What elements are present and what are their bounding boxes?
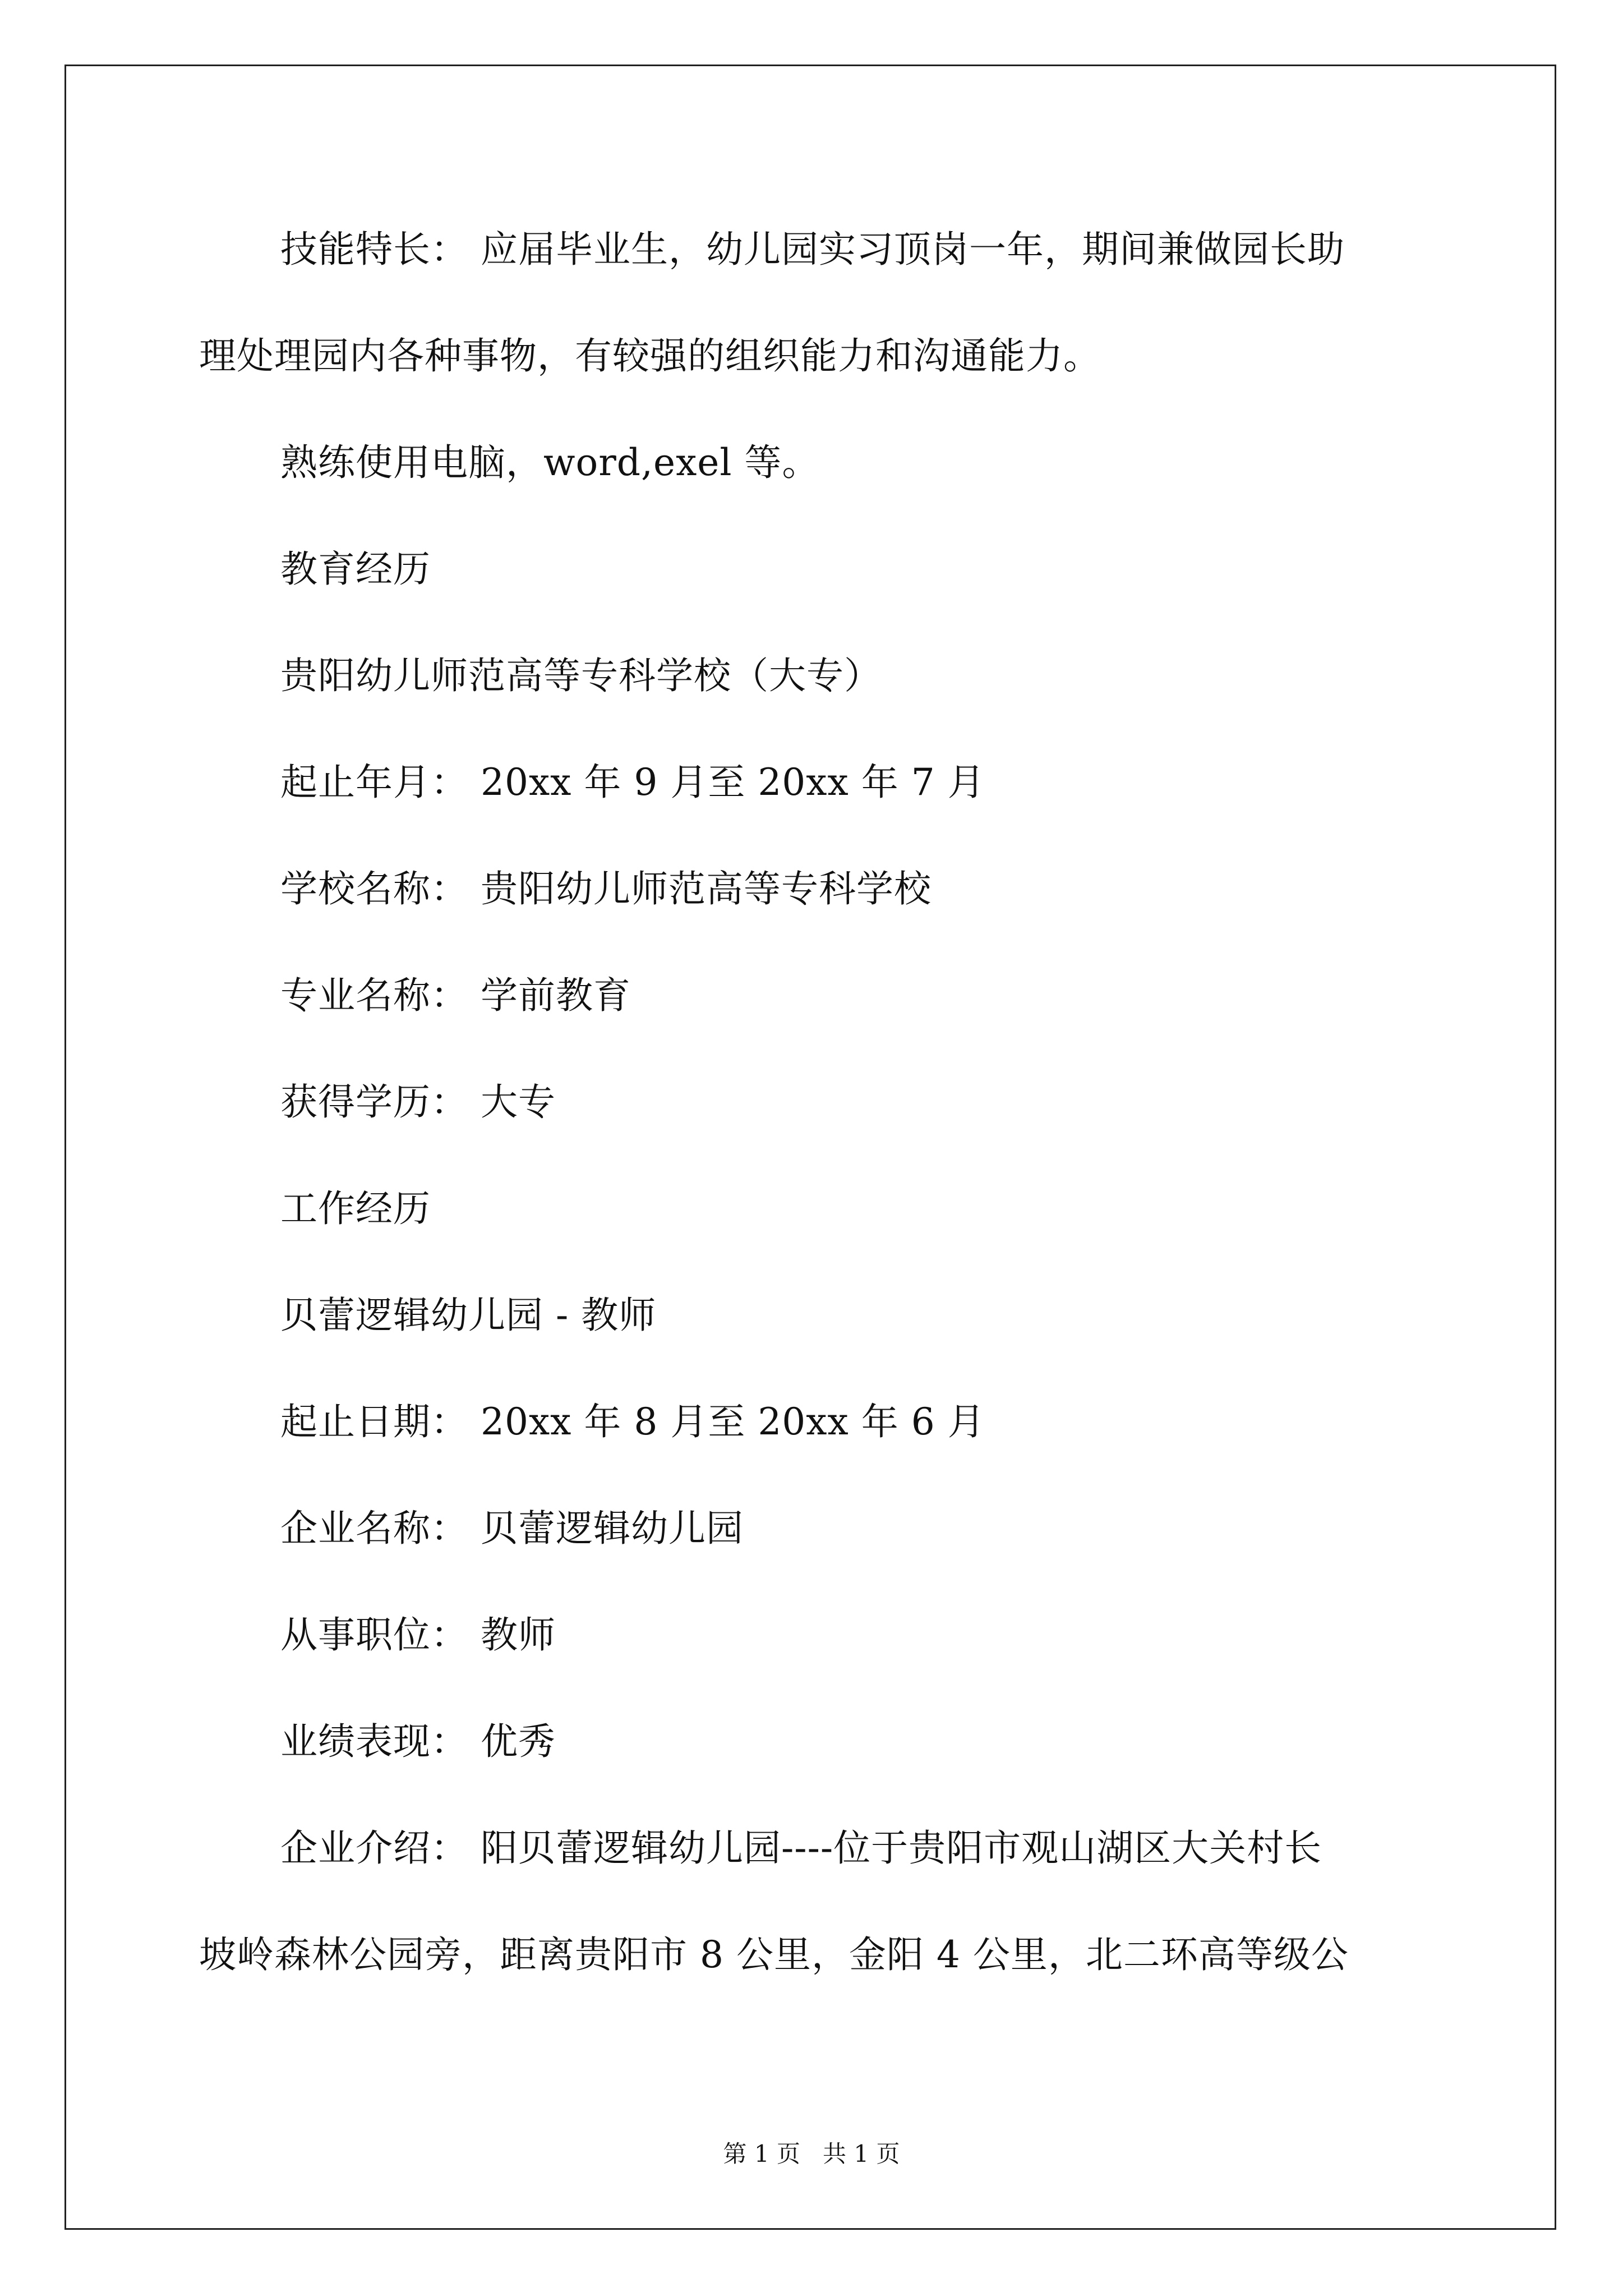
computer-skills-line: 熟练使用电脑，word,exel 等。 [280, 441, 820, 484]
company-intro-line-2: 坡岭森林公园旁，距离贵阳市 8 公里，金阳 4 公里，北二环高等级公 [199, 1933, 1349, 1976]
degree-line: 获得学历： 大专 [280, 1080, 556, 1124]
job-title-line: 贝蕾逻辑幼儿园 - 教师 [280, 1294, 657, 1337]
education-heading: 教育经历 [280, 547, 431, 591]
company-name-line: 企业名称： 贝蕾逻辑幼儿园 [280, 1507, 744, 1550]
school-name-line: 学校名称： 贵阳幼儿师范高等专科学校 [280, 867, 932, 910]
study-period-line: 起止年月： 20xx 年 9 月至 20xx 年 7 月 [280, 761, 985, 804]
page-number-footer: 第 1 页 共 1 页 [723, 2140, 900, 2168]
work-heading: 工作经历 [280, 1187, 431, 1230]
skills-line-1: 技能特长： 应届毕业生，幼儿园实习顶岗一年，期间兼做园长助 [280, 228, 1345, 271]
company-intro-line-1: 企业介绍： 阳贝蕾逻辑幼儿园----位于贵阳市观山湖区大关村长 [280, 1826, 1322, 1870]
work-period-line: 起止日期： 20xx 年 8 月至 20xx 年 6 月 [280, 1400, 985, 1443]
school-title-line: 贵阳幼儿师范高等专科学校（大专） [280, 654, 882, 697]
skills-line-2: 理处理园内各种事物，有较强的组织能力和沟通能力。 [199, 334, 1101, 378]
major-line: 专业名称： 学前教育 [280, 974, 631, 1017]
performance-line: 业绩表现： 优秀 [280, 1720, 556, 1763]
position-line: 从事职位： 教师 [280, 1613, 556, 1657]
page-border [64, 65, 1556, 2230]
